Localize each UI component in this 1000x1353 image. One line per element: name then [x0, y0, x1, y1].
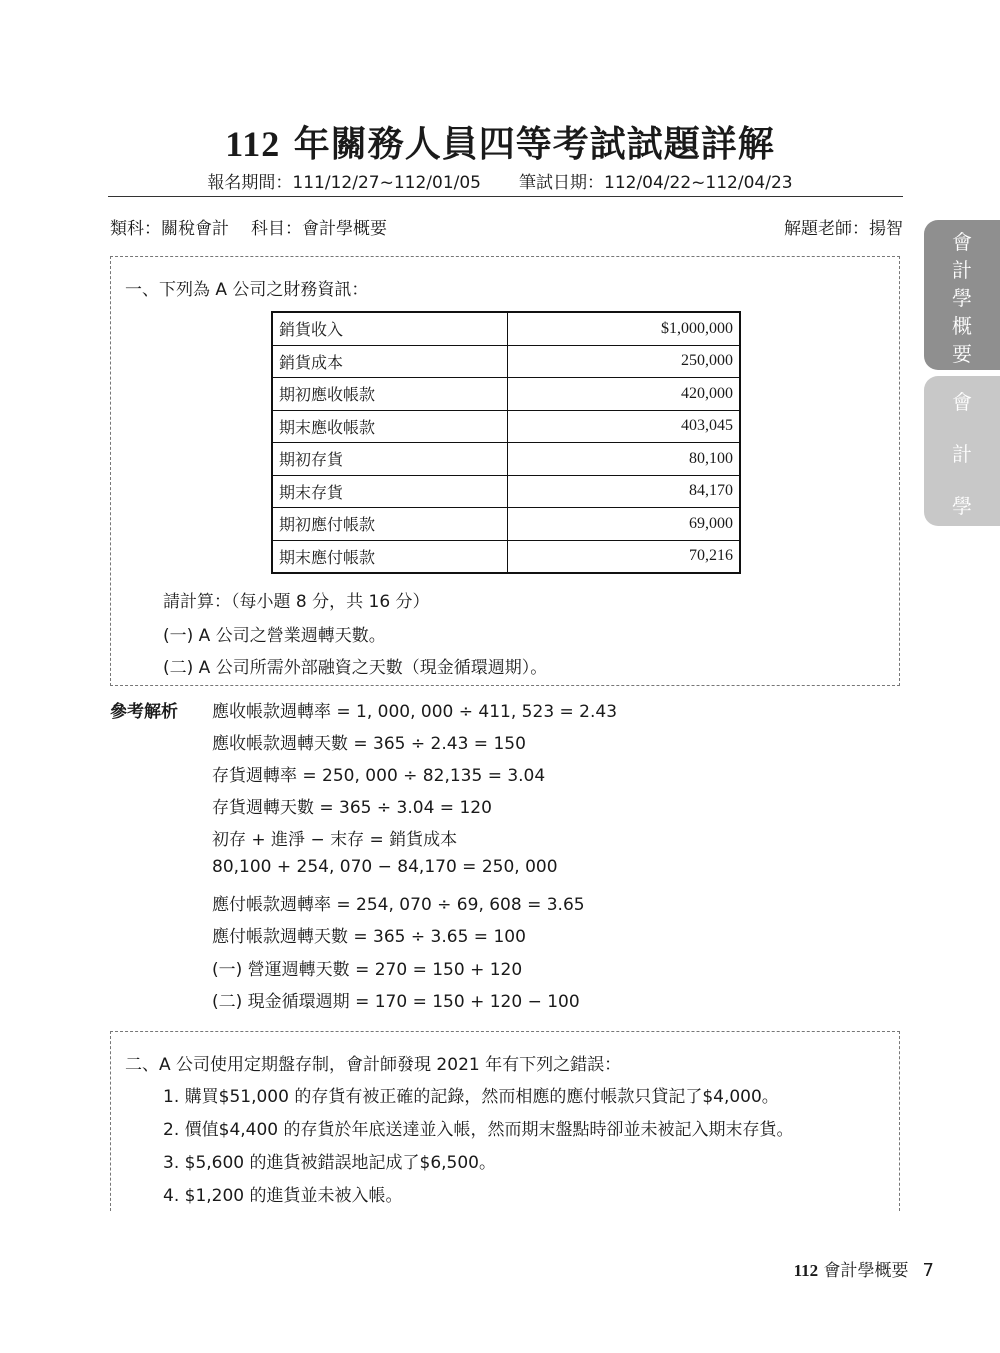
exam-meta	[110, 214, 903, 239]
row-value: 84,170	[508, 475, 741, 508]
table-row	[272, 345, 740, 378]
row-label: 期初應付帳款	[272, 508, 508, 541]
row-label: 期末應收帳款	[272, 410, 508, 443]
instruction: 請計算：（每小題 8 分，共 16 分）	[163, 592, 430, 612]
registration-period: 報名期間：111/12/27~112/01/05	[207, 173, 481, 193]
answer-line: 初存 + 進淨 − 末存 = 銷貨成本	[212, 830, 458, 850]
answer-label: 參考解析	[110, 702, 178, 722]
exam-date: 筆試日期：112/04/22~112/04/23	[519, 173, 793, 193]
side-tab-char: 計	[952, 258, 972, 282]
row-value: 69,000	[508, 508, 741, 541]
title-year: 112	[225, 124, 281, 164]
row-value: 70,216	[508, 540, 741, 573]
financial-table	[271, 311, 741, 574]
row-value: 80,100	[508, 443, 741, 476]
side-tab-char: 要	[952, 342, 972, 366]
table-row	[272, 443, 740, 476]
row-value: 403,045	[508, 410, 741, 443]
page-footer	[794, 1256, 934, 1281]
page-number: 7	[922, 1260, 934, 1281]
question-1-part-1: (一) A 公司之營業週轉天數。	[163, 626, 386, 646]
answer-line: 應付帳款週轉率 = 254, 070 ÷ 69, 608 = 3.65	[212, 895, 585, 915]
answer-line: 存貨週轉天數 = 365 ÷ 3.04 = 120	[212, 798, 492, 818]
table-row	[272, 475, 740, 508]
question-1-part-2: (二) A 公司所需外部融資之天數（現金循環週期）。	[163, 658, 548, 678]
footer-book: 會計學概要	[818, 1261, 909, 1281]
answer-line: 應收帳款週轉率 = 1, 000, 000 ÷ 411, 523 = 2.43	[212, 702, 618, 722]
side-tab-char: 學	[952, 286, 972, 310]
row-label: 銷貨成本	[272, 345, 508, 378]
row-label: 銷貨收入	[272, 312, 508, 345]
side-tab-char: 會	[952, 390, 972, 414]
side-tab-inactive[interactable]	[924, 376, 1000, 526]
row-label: 期末應付帳款	[272, 540, 508, 573]
teacher: 解題老師：揚智	[784, 219, 903, 239]
row-label: 期初存貨	[272, 443, 508, 476]
answer-line: (一) 營運週轉天數 = 270 = 150 + 120	[212, 960, 523, 980]
question-2-item: 1. 購買$51,000 的存貨有被正確的記錄，然而相應的應付帳款只貸記了$4,000。	[163, 1087, 779, 1107]
category: 類科：關稅會計	[110, 219, 229, 239]
row-value: 420,000	[508, 378, 741, 411]
question-1-title: 一、下列為 A 公司之財務資訊：	[125, 280, 369, 300]
question-2-item: 3. $5,600 的進貨被錯誤地記成了$6,500。	[163, 1153, 496, 1173]
footer-year: 112	[793, 1261, 819, 1280]
subject: 科目：會計學概要	[251, 219, 387, 239]
answer-line: 80,100 + 254, 070 − 84,170 = 250, 000	[212, 857, 558, 877]
question-1-box	[110, 256, 900, 686]
question-2-title: 二、A 公司使用定期盤存制，會計師發現 2021 年有下列之錯誤：	[125, 1055, 622, 1075]
page-title	[0, 116, 1000, 167]
side-tab-active[interactable]	[924, 220, 1000, 370]
row-label: 期初應收帳款	[272, 378, 508, 411]
answer-line: 應付帳款週轉天數 = 365 ÷ 3.65 = 100	[212, 927, 526, 947]
table-row	[272, 312, 740, 345]
title-text: 年關務人員四等考試試題詳解	[280, 124, 775, 165]
row-label: 期末存貨	[272, 475, 508, 508]
header-divider	[108, 196, 903, 197]
side-tab-char: 概	[952, 314, 972, 338]
table-row	[272, 410, 740, 443]
side-tab-char: 計	[952, 442, 972, 466]
question-2-item: 2. 價值$4,400 的存貨於年底送達並入帳，然而期末盤點時卻並未被記入期末存貨。	[163, 1120, 794, 1140]
table-row	[272, 378, 740, 411]
question-2-box	[110, 1031, 900, 1211]
row-value: 250,000	[508, 345, 741, 378]
row-value: $1,000,000	[508, 312, 741, 345]
answer-line: 存貨週轉率 = 250, 000 ÷ 82,135 = 3.04	[212, 766, 546, 786]
exam-dates	[0, 168, 1000, 193]
answer-line: 應收帳款週轉天數 = 365 ÷ 2.43 = 150	[212, 734, 526, 754]
table-row	[272, 540, 740, 573]
answer-line: (二) 現金循環週期 = 170 = 150 + 120 − 100	[212, 992, 580, 1012]
table-row	[272, 508, 740, 541]
side-tab-char: 學	[952, 494, 972, 518]
question-2-item: 4. $1,200 的進貨並未被入帳。	[163, 1186, 403, 1206]
side-tab-char: 會	[952, 230, 972, 254]
